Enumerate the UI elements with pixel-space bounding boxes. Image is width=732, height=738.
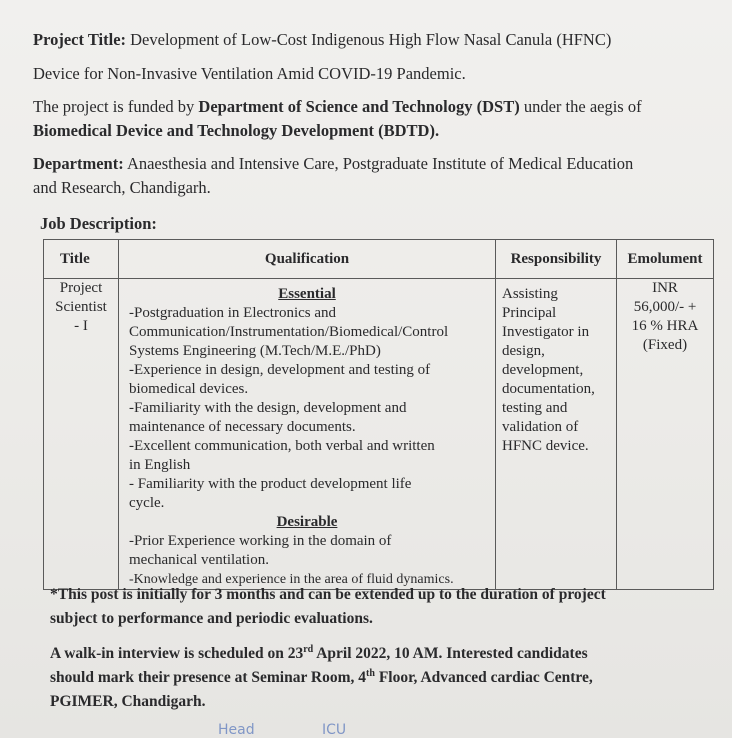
- funding-line-1: [33, 95, 642, 119]
- signature-text-right: ICU: [322, 722, 347, 738]
- table-header-row: [44, 240, 714, 279]
- header-responsibility: Responsibility: [496, 240, 617, 279]
- qualification-line: maintenance of necessary documents.: [129, 419, 356, 435]
- interview-text: April 2022, 10 AM. Interested candidates: [313, 645, 588, 662]
- cell-emolument: [617, 279, 714, 590]
- project-title-text-1: Development of Low-Cost Indigenous High Flow Nasal Canula (HFNC): [130, 30, 612, 49]
- cell-responsibility: [496, 279, 617, 590]
- responsibility-line: testing and: [502, 400, 568, 416]
- department-text-1: Anaesthesia and Intensive Care, Postgraduate Institute of Medical Education: [126, 154, 634, 173]
- interview-text: Floor, Advanced cardiac Centre,: [374, 669, 593, 686]
- responsibility-line: design,: [502, 343, 545, 359]
- interview-line-1: [50, 642, 588, 665]
- qualification-line: biomedical devices.: [129, 381, 249, 397]
- responsibility-line: Assisting: [502, 286, 558, 302]
- funding-prefix: The project is funded by: [33, 97, 195, 116]
- date-suffix: rd: [303, 643, 314, 655]
- project-title-line-2: Device for Non-Invasive Ventilation Amid COVID-19 Pandemic.: [33, 64, 466, 83]
- emolument-line: INR: [652, 280, 678, 296]
- header-qualification: Qualification: [119, 240, 496, 279]
- qualification-line: -Prior Experience working in the domain of: [129, 533, 392, 549]
- funding-line-2: [33, 119, 439, 143]
- note-line-1: *This post is initially for 3 months and can be extended up to the duration of project: [50, 586, 606, 603]
- funding-program: Biomedical Device and Technology Development (BDTD).: [33, 121, 440, 140]
- qualification-line: cycle.: [129, 495, 165, 511]
- desirable-list: [125, 532, 489, 589]
- qualification-line: -Postgraduation in Electronics and: [129, 305, 337, 321]
- department-line-2: and Research, Chandigarh.: [33, 178, 211, 197]
- title-line: Scientist: [55, 299, 107, 315]
- essential-heading: Essential: [278, 286, 336, 302]
- cell-title: [44, 279, 119, 590]
- funding-mid: under the aegis of: [523, 97, 642, 116]
- responsibility-line: development,: [502, 362, 584, 378]
- emolument-line: 56,000/- +: [633, 299, 697, 315]
- responsibility-line: validation of: [502, 419, 579, 435]
- note-line-2: subject to performance and periodic evaluations.: [50, 610, 373, 627]
- qualification-line: in English: [129, 457, 191, 473]
- qualification-line: -Excellent communication, both verbal and written: [129, 438, 435, 454]
- interview-text: should mark their presence at Seminar Room, 4: [50, 669, 367, 686]
- emolument-line: 16 % HRA: [631, 318, 699, 334]
- signature-text-left: Head: [218, 722, 255, 738]
- floor-suffix: th: [366, 667, 375, 679]
- responsibility-line: HFNC device.: [502, 438, 589, 454]
- project-title-label: Project Title:: [33, 30, 127, 49]
- job-table: [43, 239, 714, 590]
- interview-line-2: [50, 666, 593, 689]
- responsibility-line: Principal: [502, 305, 557, 321]
- qualification-line: mechanical ventilation.: [129, 552, 269, 568]
- emolument-line: (Fixed): [642, 337, 688, 353]
- title-line: - I: [74, 318, 88, 334]
- essential-list: [125, 304, 489, 513]
- responsibility-line: Investigator in: [502, 324, 590, 340]
- header-emolument: Emolument: [617, 240, 714, 279]
- qualification-line: Communication/Instrumentation/Biomedical/Control: [129, 324, 449, 340]
- funding-agency: Department of Science and Technology (DST): [198, 97, 520, 116]
- qualification-line: -Knowledge and experience in the area of fluid dynamics.: [129, 572, 454, 587]
- qualification-line: - Familiarity with the product development life: [129, 476, 412, 492]
- desirable-heading: Desirable: [276, 514, 338, 530]
- title-line: Project: [59, 280, 103, 296]
- interview-text: A walk-in interview is scheduled on 23: [50, 645, 304, 662]
- cell-qualification: [119, 279, 496, 590]
- job-description-heading: [40, 212, 157, 236]
- job-description-label: Job Description:: [40, 214, 157, 233]
- qualification-line: Systems Engineering (M.Tech/M.E./PhD): [129, 343, 381, 359]
- department-label: Department:: [33, 154, 124, 173]
- qualification-line: -Experience in design, development and testing of: [129, 362, 431, 378]
- table-row: [44, 279, 714, 590]
- interview-line-3: PGIMER, Chandigarh.: [50, 693, 206, 710]
- responsibility-line: documentation,: [502, 381, 595, 397]
- project-title-line-1: [33, 28, 611, 52]
- qualification-line: -Familiarity with the design, development and: [129, 400, 407, 416]
- header-title: Title: [44, 240, 119, 279]
- department-line-1: [33, 152, 633, 176]
